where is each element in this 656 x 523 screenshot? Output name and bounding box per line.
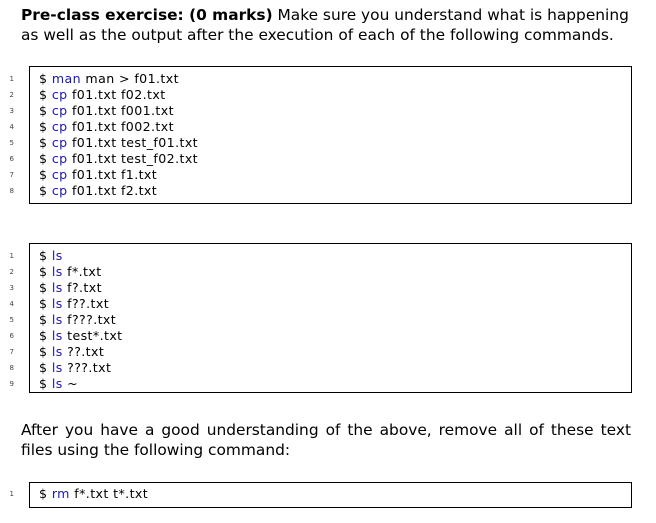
code-line	[39, 87, 166, 103]
shell-prompt: $	[39, 328, 48, 343]
line-number: 1	[9, 252, 14, 260]
line-number: 3	[9, 284, 14, 292]
code-line	[39, 248, 63, 264]
code-line	[39, 71, 179, 87]
code-line	[39, 264, 102, 280]
shell-prompt: $	[39, 183, 48, 198]
command-arguments: f???.txt	[67, 312, 117, 327]
code-line	[39, 119, 174, 135]
exercise-text: Make sure you understand what is happening as well as the output after the execution of each of the following commands.	[21, 6, 629, 44]
code-line	[39, 486, 148, 502]
code-line	[39, 280, 102, 296]
code-line	[39, 328, 123, 344]
line-number: 5	[9, 139, 14, 147]
shell-prompt: $	[39, 280, 48, 295]
code-line	[39, 360, 111, 376]
command-arguments: f01.txt f002.txt	[71, 119, 174, 134]
code-line	[39, 376, 78, 392]
line-number: 1	[9, 75, 14, 83]
command-name: cp	[51, 103, 68, 118]
command-arguments: ???.txt	[67, 360, 112, 375]
code-block-copy-commands	[0, 66, 656, 204]
shell-prompt: $	[39, 248, 48, 263]
code-line	[39, 296, 109, 312]
shell-prompt: $	[39, 360, 48, 375]
shell-prompt: $	[39, 376, 48, 391]
command-name: cp	[51, 119, 68, 134]
shell-prompt: $	[39, 264, 48, 279]
code-line	[39, 151, 198, 167]
command-name: cp	[51, 183, 68, 198]
command-arguments: ~	[67, 376, 79, 391]
line-number: 7	[9, 171, 14, 179]
line-number: 9	[9, 380, 14, 388]
shell-prompt: $	[39, 151, 48, 166]
command-name: ls	[51, 296, 63, 311]
line-number: 1	[9, 490, 14, 498]
code-line	[39, 312, 116, 328]
command-name: cp	[51, 167, 68, 182]
shell-prompt: $	[39, 167, 48, 182]
line-number: 8	[9, 364, 14, 372]
shell-prompt: $	[39, 87, 48, 102]
code-line	[39, 183, 157, 199]
exercise-heading: Pre-class exercise: (0 marks)	[21, 6, 273, 24]
shell-prompt: $	[39, 103, 48, 118]
command-arguments: f01.txt test_f02.txt	[71, 151, 199, 166]
command-name: ls	[51, 328, 63, 343]
code-block-frame	[29, 243, 632, 393]
command-name: ls	[51, 376, 63, 391]
command-name: ls	[51, 264, 63, 279]
command-name: ls	[51, 344, 63, 359]
code-block-rm-command	[0, 482, 656, 508]
shell-prompt: $	[39, 312, 48, 327]
line-number: 8	[9, 187, 14, 195]
command-arguments: f01.txt f2.txt	[71, 183, 158, 198]
code-line	[39, 135, 198, 151]
code-line	[39, 167, 157, 183]
cleanup-instructions: After you have a good understanding of the above, remove all of these text files using the following command:	[21, 421, 631, 459]
command-arguments: test*.txt	[67, 328, 123, 343]
shell-prompt: $	[39, 135, 48, 150]
line-number: 6	[9, 155, 14, 163]
command-name: ls	[51, 360, 63, 375]
command-name: cp	[51, 151, 68, 166]
command-arguments: f01.txt f001.txt	[71, 103, 174, 118]
command-name: cp	[51, 135, 68, 150]
command-name: ls	[51, 248, 63, 263]
shell-prompt: $	[39, 119, 48, 134]
command-arguments: f01.txt test_f01.txt	[71, 135, 199, 150]
line-number: 3	[9, 107, 14, 115]
command-arguments: f*.txt	[67, 264, 102, 279]
shell-prompt: $	[39, 344, 48, 359]
command-name: cp	[51, 87, 68, 102]
code-line	[39, 103, 174, 119]
command-arguments: f?.txt	[67, 280, 102, 295]
line-number: 2	[9, 91, 14, 99]
command-arguments: f01.txt f1.txt	[71, 167, 158, 182]
command-arguments: f??.txt	[67, 296, 110, 311]
command-arguments: ??.txt	[67, 344, 105, 359]
command-name: man	[51, 71, 81, 86]
shell-prompt: $	[39, 296, 48, 311]
command-arguments: man > f01.txt	[85, 71, 179, 86]
command-name: ls	[51, 312, 63, 327]
line-number: 7	[9, 348, 14, 356]
line-number: 2	[9, 268, 14, 276]
command-name: rm	[51, 486, 70, 501]
code-line	[39, 344, 104, 360]
shell-prompt: $	[39, 71, 48, 86]
line-number: 4	[9, 123, 14, 131]
shell-prompt: $	[39, 486, 48, 501]
line-number: 6	[9, 332, 14, 340]
line-number: 5	[9, 316, 14, 324]
code-block-ls-commands	[0, 243, 656, 393]
command-name: ls	[51, 280, 63, 295]
command-arguments: f01.txt f02.txt	[71, 87, 166, 102]
exercise-instructions	[21, 5, 631, 45]
line-number: 4	[9, 300, 14, 308]
command-arguments: f*.txt t*.txt	[74, 486, 149, 501]
